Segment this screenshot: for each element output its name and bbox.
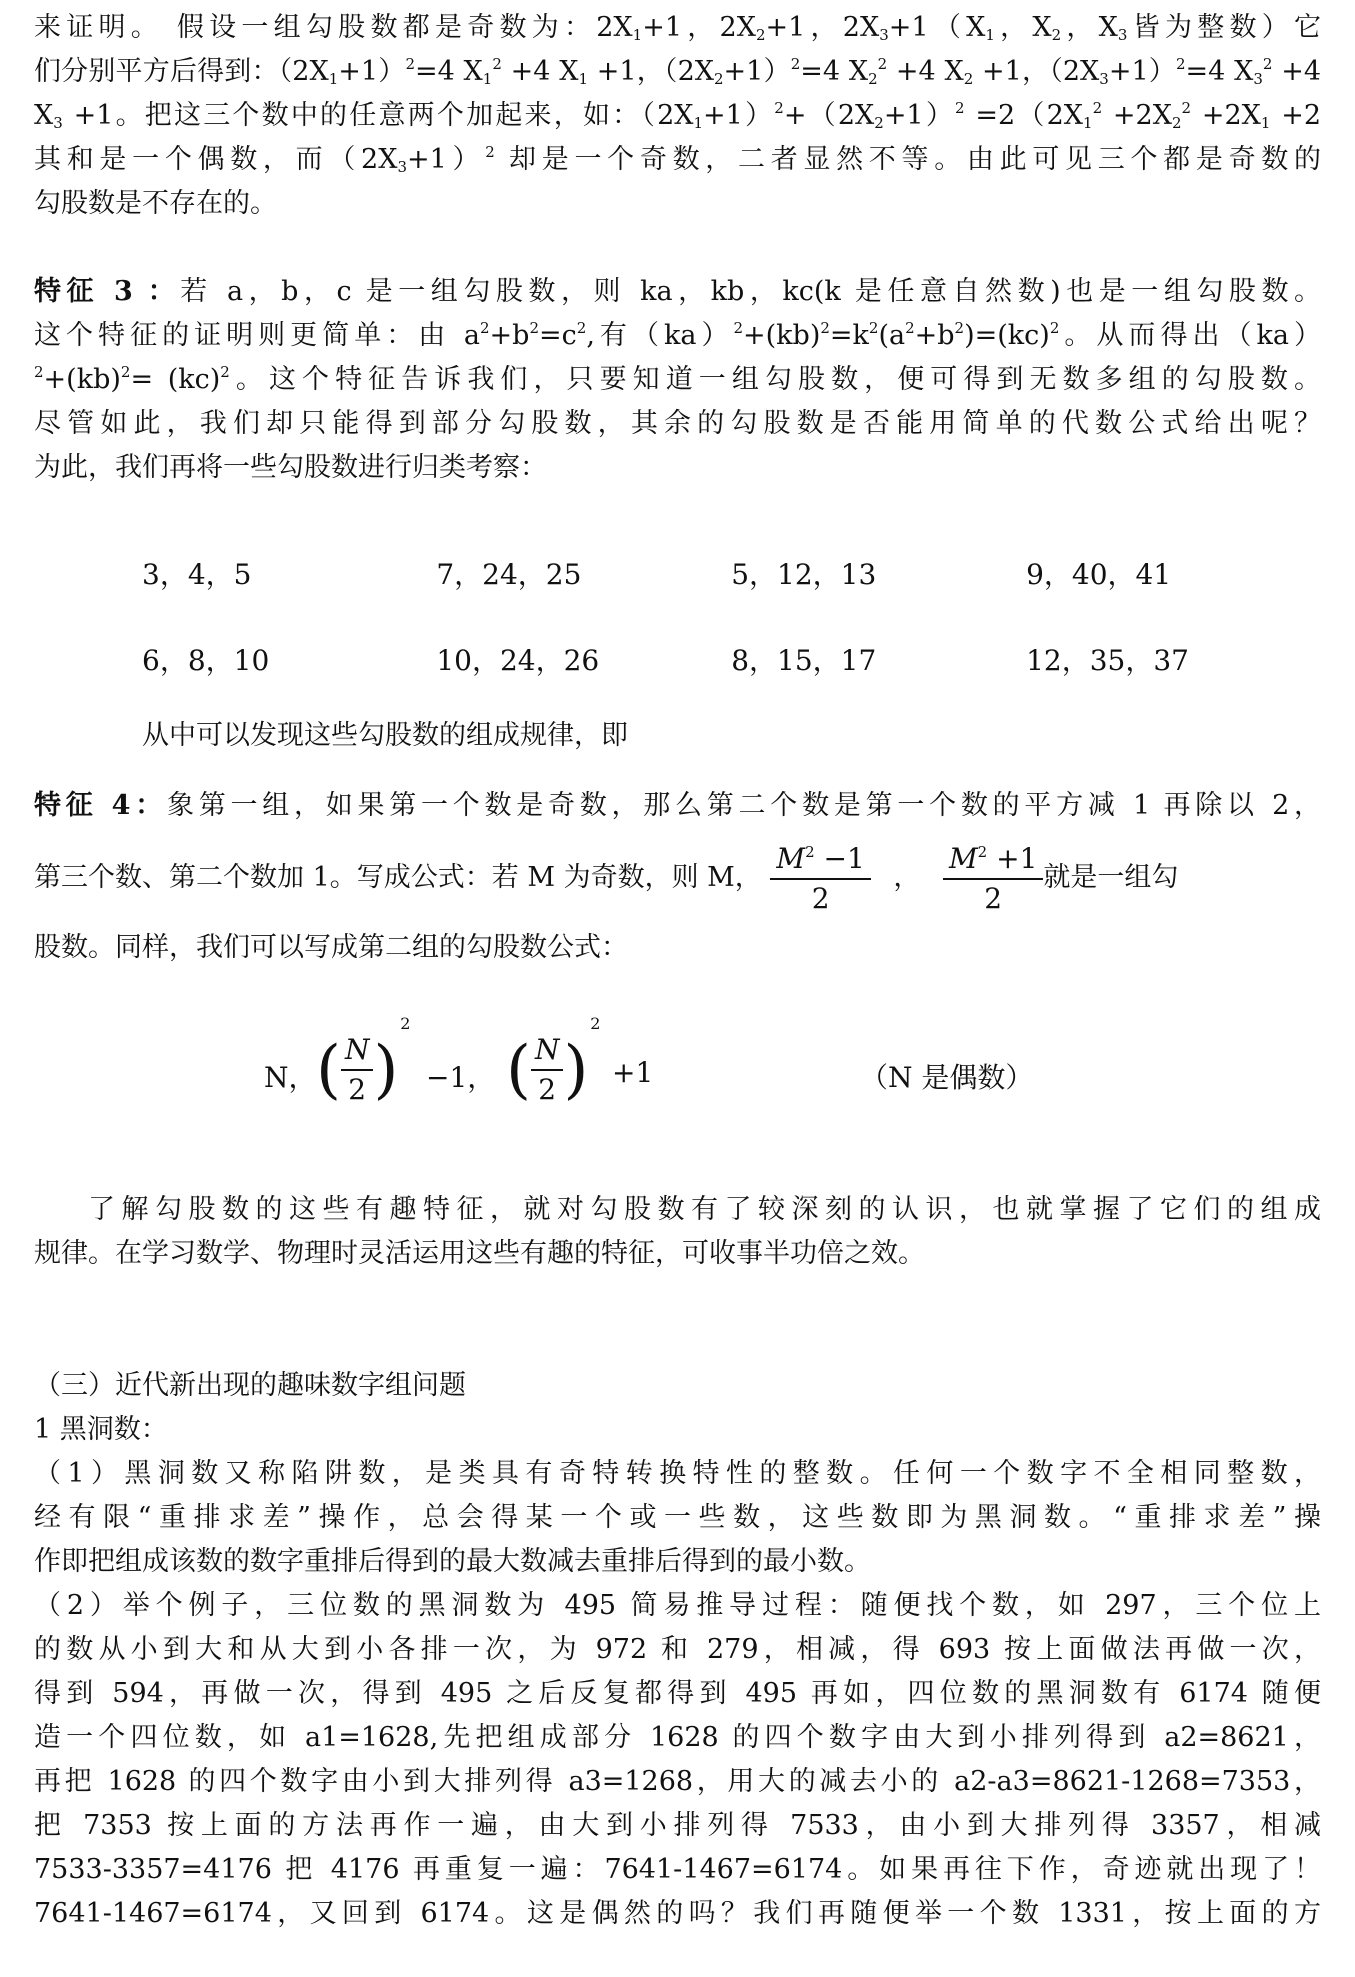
table-row <box>142 530 1321 616</box>
summary-line-2: 规律。在学习数学、物理时灵活运用这些有趣的特征，可收事半功倍之效。 <box>34 1238 925 1269</box>
triple-cell: 3，4，5 <box>142 558 252 591</box>
pythagorean-triples-table <box>142 530 1321 702</box>
feature-3-line-2: 这个特征的证明则更简单：由 $a^2+b^2=c^2$,有$(ka)^2+(kb)^2=k^2(a^2+b^2)=(kc)^2$。从而得出（ka） <box>34 319 1321 351</box>
section-3 <box>34 1364 1321 1936</box>
even-formula: N， ( $\frac{N}{2}$ ) 2 −1， ( $\frac{N}{2}$ ) 2 +1 （N 是偶数） <box>34 1010 1321 1170</box>
feature-3-line-3: $^2$+(kb)$^2$= (kc)$^2$。这个特征告诉我们，只要知道一组勾股数，便可得到无数多组的勾股数。 <box>34 363 1321 395</box>
feature-4-line-1: 特征 4：象第一组，如果第一个数是奇数，那么第二个数是第一个数的平方减 1 再除以 2， <box>34 790 1321 821</box>
summary-line-1: 了解勾股数的这些有趣特征，就对勾股数有了较深刻的认识，也就掌握了它们的组成 <box>88 1194 1321 1225</box>
spacer <box>34 226 1321 270</box>
triple-cell: 8，15，17 <box>731 644 877 677</box>
black-hole-p2-line: （2）举个例子，三位数的黑洞数为 495 简易推导过程：随便找个数，如 297，三个位上 <box>34 1590 1321 1621</box>
proof-line-5: 勾股数是不存在的。 <box>34 188 277 219</box>
black-hole-p2-line: 得到 594，再做一次，得到 495 之后反复都得到 495 再如，四位数的黑洞数有 6174 随便 <box>34 1678 1321 1709</box>
feature-3-paragraph <box>34 270 1321 490</box>
even-note: （N 是偶数） <box>860 1061 1034 1094</box>
summary-paragraph <box>34 1188 1321 1276</box>
triple-cell: 7，24，25 <box>436 558 582 591</box>
triple-cell: 9，40，41 <box>1026 558 1172 591</box>
black-hole-p2-line: 7641-1467=6174，又回到 6174。这是偶然的吗？我们再随便举一个数 1331，按上面的方 <box>34 1898 1321 1929</box>
black-hole-p2-line: 7533-3357=4176 把 4176 再重复一遍：7641-1467=6174。如果再往下作，奇迹就出现了！ <box>34 1854 1321 1885</box>
black-hole-p1-line: 经有限“重排求差”操作，总会得某一个或一些数，这些数即为黑洞数。“重排求差”操 <box>34 1502 1321 1533</box>
triple-cell: 6，8，10 <box>142 644 270 677</box>
proof-paragraph <box>34 6 1321 226</box>
black-hole-p2-line: 的数从小到大和从大到小各排一次，为 972 和 279，相减，得 693 按上面做法再做一次， <box>34 1634 1321 1665</box>
table-row <box>142 616 1321 702</box>
feature-4-line-3: 股数。同样，我们可以写成第二组的勾股数公式： <box>34 932 628 963</box>
triple-cell: 5，12，13 <box>731 558 877 591</box>
triple-cell: 12，35，37 <box>1026 644 1189 677</box>
feature-4-label: 特征 4： <box>34 790 167 821</box>
feature-3-line-5: 为此，我们再将一些勾股数进行归类考察： <box>34 452 547 483</box>
proof-line-3: $X_3 +1$。把这三个数中的任意两个加起来，如：$(2X_1+1)^2+(2X_2+1)^2 =2(2X_1^2 +2X_2^2 +2X_1 +2$ <box>34 99 1321 132</box>
feature-4-paragraph <box>34 784 1321 970</box>
proof-line-2: 们分别平方后得到：$(2X_1+1)^2=4$ $X_1^2 +4$ $X_1 +1$，$(2X_2+1)^2=4$ $X_2^2 +4$ $X_2 +1$，$(2X_3+1)^2=4$ $X_3^2 +4$ <box>34 55 1321 88</box>
black-hole-p2-line: 把 7353 按上面的方法再作一遍，由大到小排列得 7533，由小到大排列得 3357，相减 <box>34 1810 1321 1841</box>
proof-line-1: 来证明。 假设一组勾股数都是奇数为：$2X_1+1$，$2X_2+1$，$2X_3+1(X_1$，$X_2$，$X_3$皆为整数）它 <box>34 12 1321 44</box>
proof-line-4: 其和是一个偶数，而$(2X_3+1)^2$ 却是一个奇数，二者显然不等。由此可见三个都是奇数的 <box>34 143 1321 176</box>
spacer <box>34 1276 1321 1364</box>
fraction-m-squared-plus-one: $\frac{M^2 +1}{2}$ <box>943 840 1043 918</box>
black-hole-p1-line: 作即把组成该数的数字重排后得到的最大数减去重排后得到的最小数。 <box>34 1546 871 1577</box>
black-hole-p2-line: 造一个四位数，如 a1=1628,先把组成部分 1628 的四个数字由大到小排列得到 a2=8621， <box>34 1722 1321 1753</box>
black-hole-p2-line: 再把 1628 的四个数字由小到大排列得 a3=1268，用大的减去小的 a2-a3=8621-1268=7353， <box>34 1766 1321 1797</box>
discover-line: 从中可以发现这些勾股数的组成规律，即 <box>142 720 628 751</box>
feature-4-formula-line: 第三个数、第二个数加 1。写成公式：若 M 为奇数，则 M， $\frac{M^2 -1}{2}$ ， $\frac{M^2 +1}{2}$ 就是一组勾 <box>34 836 1321 920</box>
paren-n-over-2-second: ( $\frac{N}{2}$ ) 2 <box>506 1014 601 1107</box>
fraction-m-squared-minus-one: $\frac{M^2 -1}{2}$ <box>770 840 870 918</box>
feature-3-line-1: 特征 3 ：若 a，b，c 是一组勾股数，则 ka，kb，kc(k 是任意自然数)也是一组勾股数。 <box>34 276 1321 307</box>
triple-cell: 10，24，26 <box>436 644 600 677</box>
paren-n-over-2-first: ( $\frac{N}{2}$ ) 2 <box>316 1014 411 1107</box>
section-3-subtitle: 1 黑洞数： <box>34 1414 168 1445</box>
feature-3-line-4: 尽管如此，我们却只能得到部分勾股数，其余的勾股数是否能用简单的代数公式给出呢？ <box>34 408 1321 439</box>
feature-3-label: 特征 3 ： <box>34 276 181 307</box>
section-3-title: （三）近代新出现的趣味数字组问题 <box>34 1370 466 1401</box>
black-hole-p1-line: （1）黑洞数又称陷阱数，是类具有奇特转换特性的整数。任何一个数字不全相同整数， <box>34 1458 1321 1489</box>
